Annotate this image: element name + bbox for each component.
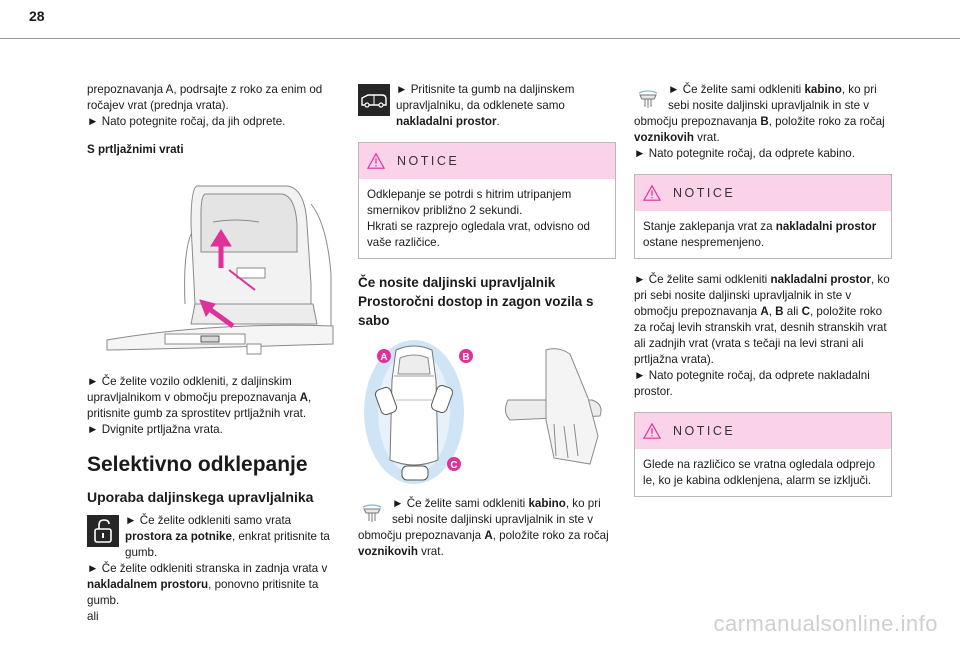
hand-door-icon [634, 84, 662, 112]
section-sub-handsfree: Če nosite daljinski upravljalnik Prostoročni dostop in zagon vozila s sabo [358, 275, 594, 328]
cabin-unlock-zone-b-paragraph: ► Če želite sami odkleniti kabino, ko pri sebi nosite daljinski upravljalnik in ste v območju prepoznavanja B, položite roko za ročaj voznikovih vrat. ► Nato potegnite ročaj, da odprete kabino. [634, 83, 885, 160]
tailgate-illustration [87, 164, 337, 374]
column-1 [87, 82, 337, 625]
ali-text: ali [87, 610, 99, 623]
column-3 [634, 82, 892, 497]
notice-header [635, 413, 891, 449]
zone-label-b: B [462, 352, 470, 363]
section-title-selective-unlock: Selektivno odklepanje [87, 453, 308, 476]
notice-label: NOTICE [673, 424, 736, 438]
cabin-unlock-zone-a-paragraph: ► Če želite sami odkleniti kabino, ko pri sebi nosite daljinski upravljalnik in ste v območju prepoznavanja A, položite roko za ročaj voznikovih vrat. [358, 497, 609, 558]
remote-unlock-paragraph: ► Če želite odkleniti samo vrata prostora za potnike, enkrat pritisnite ta gumb. ► Če želite odkleniti stranska in zadnja vrata v nakladalnem prostoru, ponovno pritisnite ta gumb. ali [87, 513, 337, 625]
notice-box-3 [634, 412, 892, 497]
notice-text: Stanje zaklepanja vrat za nakladalni prostor ostane nespremenjeno. [643, 220, 877, 249]
cargo-unlock-step: ► Nato potegnite ročaj, da odprete nakladalni prostor. [634, 369, 870, 398]
intro-text: prepoznavanja A, podrsajte z roko za enim od ročajev vrat (prednja vrata). [87, 83, 323, 112]
sub-heading-tailgate: S prtljažnimi vrati [87, 143, 184, 156]
cargo-unlock-paragraph: ► Če želite sami odkleniti nakladalni prostor, ko pri sebi nosite daljinski upravljalnik in ste v območju prepoznavanja A, B ali C, položite roko za ročaj levih stranskih vrat, desnih stranskih vrat ali zadnjih vrat (vrata s tečaji na levi strani ali prtljažna vrata). [634, 273, 890, 366]
warning-icon [643, 184, 661, 202]
cargo-button-paragraph: ► Pritisnite ta gumb na daljinskem upravljalniku, da odklenete samo nakladalni prostor. [358, 82, 616, 130]
notice-header [635, 175, 891, 211]
notice-box-2 [634, 174, 892, 259]
notice-label: NOTICE [397, 154, 460, 168]
section-sub-remote: Uporaba daljinskega upravljalnika [87, 489, 314, 505]
warning-icon [643, 422, 661, 440]
notice-box-1 [358, 142, 616, 259]
warning-icon [367, 152, 385, 170]
van-cargo-icon [358, 84, 390, 116]
notice-header [359, 143, 615, 179]
tailgate-step-1: ► Če želite vozilo odkleniti, z daljinskim upravljalnikom v območju prepoznavanja A, pritisnite gumb za sprostitev prtljažnih vrat. [87, 375, 312, 420]
unlock-padlock-icon [87, 515, 119, 547]
watermark: carmanualsonline.info [713, 611, 938, 636]
hand-door-icon [358, 498, 386, 526]
tailgate-step-2: ► Dvignite prtljažna vrata. [87, 423, 223, 436]
top-divider [0, 38, 960, 39]
zone-label-a: A [380, 352, 388, 363]
notice-text: Glede na različico se vratna ogledala odprejo le, ko je kabina odklenjena, alarm se izključi. [643, 458, 876, 487]
column-2 [358, 82, 616, 560]
handsfree-zones-illustration [358, 340, 616, 490]
notice-text-1: Odklepanje se potrdi s hitrim utripanjem smernikov približno 2 sekundi. [367, 188, 572, 217]
notice-label: NOTICE [673, 186, 736, 200]
zone-label-c: C [450, 460, 458, 471]
page-number: 28 [29, 8, 45, 24]
notice-text-2: Hkrati se razprejo ogledala vrat, odvisno od vaše različice. [367, 220, 590, 249]
intro-step: ► Nato potegnite ročaj, da jih odprete. [87, 115, 286, 128]
